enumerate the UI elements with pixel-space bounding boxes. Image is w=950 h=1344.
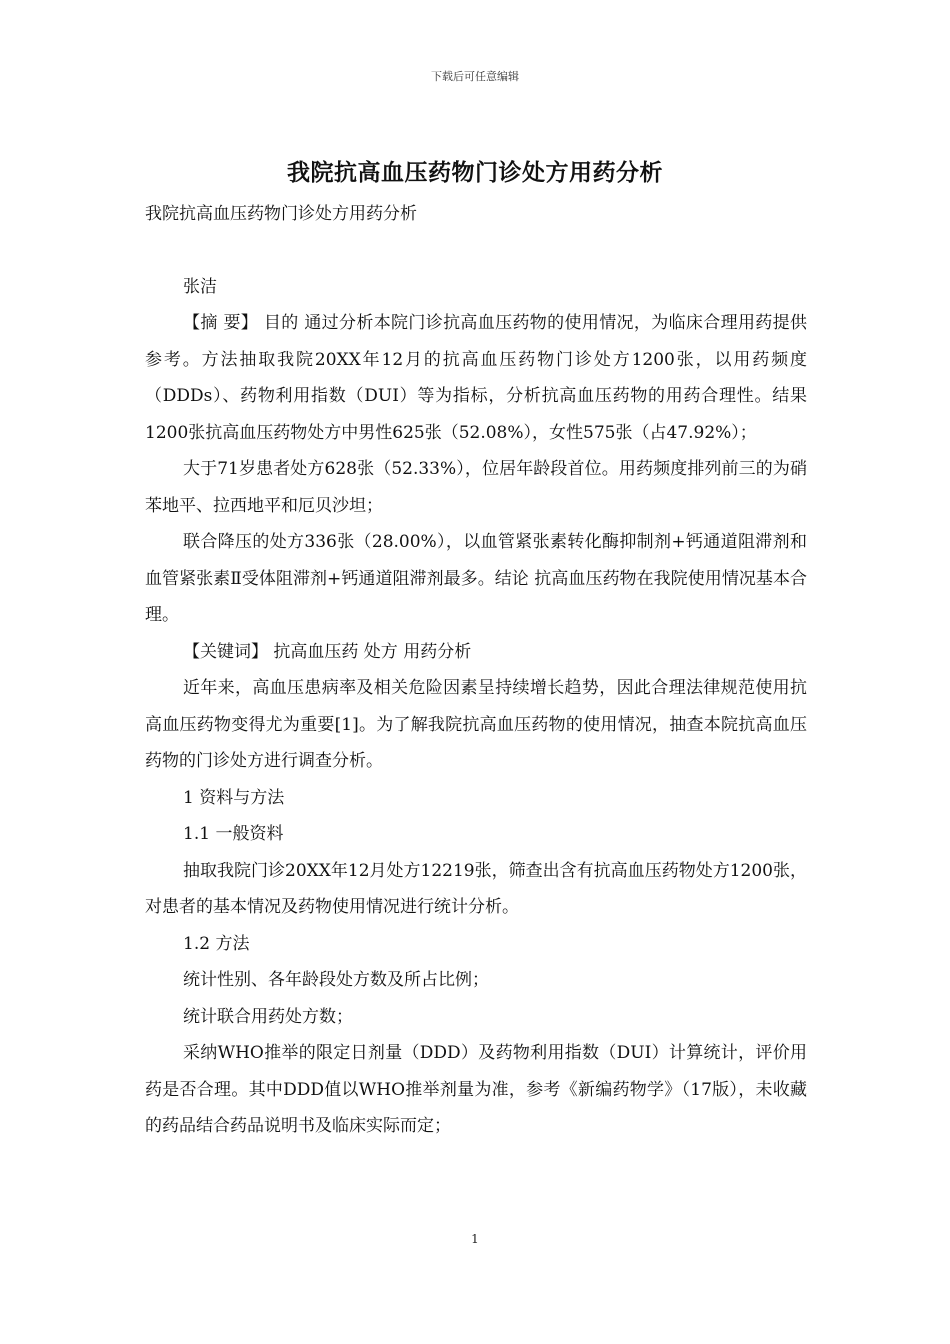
page-header: 下载后可任意编辑	[431, 70, 519, 83]
method-item-gender-age: 统计性别、各年龄段处方数及所占比例；	[183, 970, 489, 990]
results-combination-paragraph: 联合降压的处方336张（28.00%），以血管紧张素转化酶抑制剂+钙通道阻滞剂和血管紧张素Ⅱ受体阻滞剂+钙通道阻滞剂最多。结论 抗高血压药物在我院使用情况基本合理。	[145, 532, 807, 625]
keywords-paragraph: 【关键词】 抗高血压药 处方 用药分析	[183, 641, 472, 662]
document-subtitle: 我院抗高血压药物门诊处方用药分析	[145, 204, 417, 224]
method-item-combination: 统计联合用药处方数；	[183, 1006, 353, 1027]
results-age-paragraph: 大于71岁患者处方628张（52.33%），位居年龄段首位。用药频度排列前三的为硝苯地平、拉西地平和厄贝沙坦；	[145, 459, 807, 516]
subsection-heading-general-data: 1.1 一般资料	[183, 824, 284, 844]
document-title: 我院抗高血压药物门诊处方用药分析	[287, 159, 663, 186]
general-data-paragraph: 抽取我院门诊20XX年12月处方12219张，筛查出含有抗高血压药物处方1200张，对患者的基本情况及药物使用情况进行统计分析。	[145, 860, 807, 917]
page-number: 1	[471, 1232, 479, 1246]
author-name: 张洁	[183, 276, 217, 297]
blank-line	[145, 233, 807, 269]
method-item-ddd-dui: 采纳WHO推举的限定日剂量（DDD）及药物利用指数（DUI）计算统计，评价用药是否合理。其中DDD值以WHO推举剂量为准，参考《新编药物学》（17版），未收藏的药品结合药品说明书及临床实际而定；	[145, 1043, 807, 1136]
introduction-paragraph: 近年来，高血压患病率及相关危险因素呈持续增长趋势，因此合理法律规范使用抗高血压药物变得尤为重要[1]。为了解我院抗高血压药物的使用情况，抽查本院抗高血压药物的门诊处方进行调查分析。	[145, 678, 807, 771]
document-body	[145, 196, 807, 1145]
section-heading-materials-methods: 1 资料与方法	[183, 787, 285, 808]
abstract-paragraph: 【摘 要】 目的 通过分析本院门诊抗高血压药物的使用情况，为临床合理用药提供参考。方法抽取我院20XX年12月的抗高血压药物门诊处方1200张，以用药频度（DDDs）、药物利用指数（DUI）等为指标，分析抗高血压药物的用药合理性。结果 1200张抗高血压药物处方中男性625张（52.08%），女性575张（占47.92%）；	[145, 313, 807, 443]
subsection-heading-methods: 1.2 方法	[183, 933, 250, 954]
